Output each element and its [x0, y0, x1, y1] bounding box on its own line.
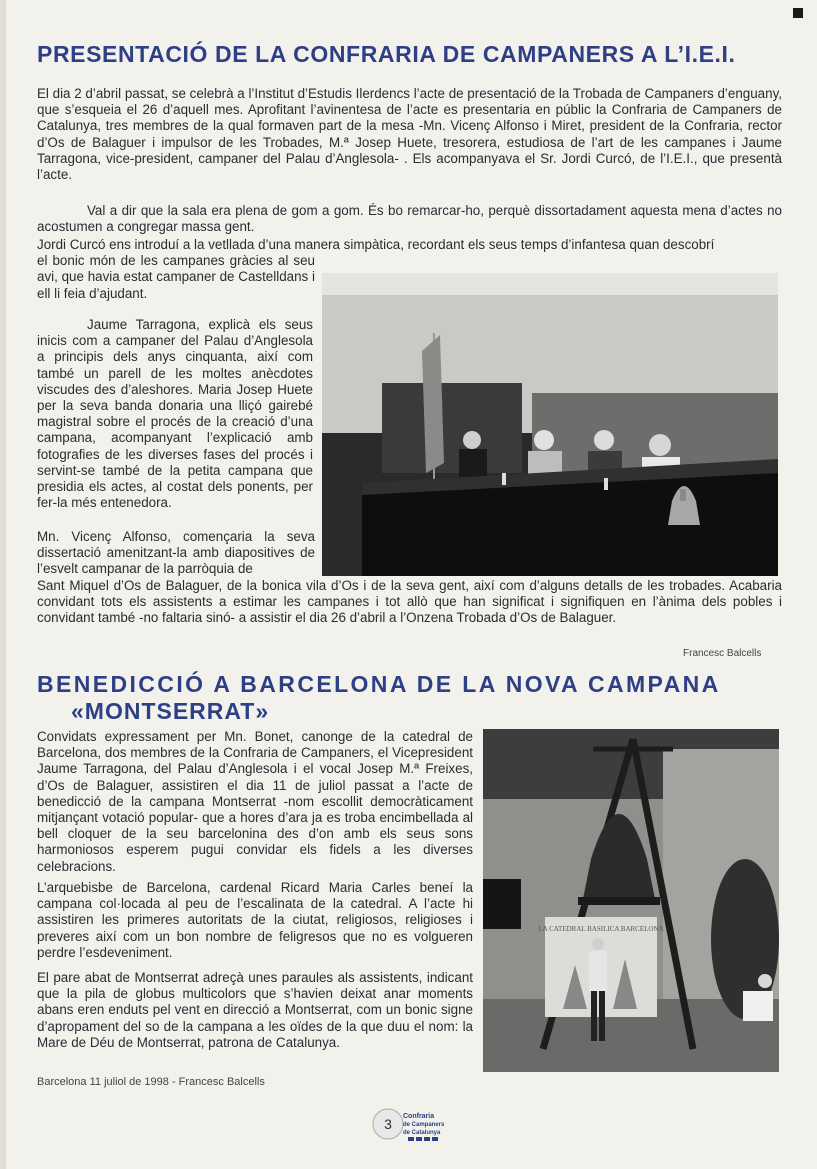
article1-para5-text: Mn. Vicenç Alfonso, començaria la seva dissertació amenitzant-la amb diapositives de l’esvelt campanar de la parròquia de Sant Miquel d’Os de Balaguer, de la bonica vila d’Os i de la seva gent, així com d’alguns detalls de les trobades. Acabaria convidant tots els assistents a estimar les campanes i tot allò que han significat i signifiquen en l’ànima dels pobles i convidant també -no faltaria sinó- a assistir el dia 26 d’abril a l’Onzena Trobada d’Os de Balaguer. [37, 529, 782, 626]
article1-para2: Val a dir que la sala era plena de gom a gom. És bo remarcar-ho, perquè dissortadament aquesta mena d’actes no acostumen a congregar massa gent. [37, 203, 782, 235]
confraria-logo [370, 1104, 450, 1146]
article1-title: PRESENTACIÓ DE LA CONFRARIA DE CAMPANERS A L’I.E.I. [37, 41, 736, 67]
article1-credit: Francesc Balcells [683, 648, 762, 659]
article2-para2: L’arquebisbe de Barcelona, cardenal Ricard Maria Carles beneí la campana col·locada al peu de l’escalinata de la catedral. A l’acte hi assistiren les primeres autoritats de la ciutat, religiosos, religioses i preveres així com un bon nombre de feligresos que no es volgueren perdre l’esdeveniment. [37, 880, 473, 960]
bell-logo-icon [370, 1104, 450, 1146]
page-edge [0, 0, 6, 1169]
article2-para3: El pare abat de Montserrat adreçà unes paraules als assistents, indicant que la pila de globus multicolors que s’havien deixat anar moments abans eren enduts pel vent en direcció a Montserrat, com un bonic signe d’apropament del so de la campana a les oïdes de la que duu el nom: la Mare de Déu de Montserrat, patrona de Catalunya. [37, 970, 473, 1050]
article1-para5-start [37, 529, 782, 626]
logo-line2: de Campaners [403, 1122, 445, 1128]
article2-title-line2: «MONTSERRAT» [71, 698, 270, 724]
article1-para3-text: Jordi Curcó ens introduí a la vetllada d’una manera simpàtica, recordant els seus temps d’infantesa quan descobrí el bonic món de les campanes gràcies al seu avi, que havia estat campaner de Castelldans i ell li feia d’ajudant. [37, 237, 715, 301]
photo-bell-montserrat [483, 729, 779, 1072]
banner-text: LA CATEDRAL BASILICA BARCELONA [538, 925, 664, 933]
corner-mark [793, 8, 803, 18]
article1-para4: Jaume Tarragona, explicà els seus inicis com a campaner del Palau d’Anglesola a principis dels anys cinquanta, així com també un parell de les moltes anècdotes viscudes des d’aleshores. Maria Josep Huete per la seva banda donaria una lliçó gairebé magistral sobre el procés de la creació d’una campana, acompanyant l’explicació amb fotografies de les diverses fases del procés i servint-se també de la petita campana que presidia els actes, al costat dels ponents, per fer-la més entenedora. [37, 317, 313, 511]
bell-photo-image [483, 729, 779, 1072]
article2-credit: Barcelona 11 juliol de 1998 - Francesc Balcells [37, 1076, 265, 1088]
article1-para1: El dia 2 d’abril passat, se celebrà a l’Institut d’Estudis Ilerdencs l’acte de presentació de la Trobada de Campaners d’enguany, que s’esqueia el 26 d’aquell mes. Aprofitant l’avinentesa de l’acte es presentaria en públic la Confraria de Campaners de Catalunya, tres membres de la qual formaven part de la mesa -Mn. Vicenç Alfonso i Miret, president de la Confraria, rector d’Os de Balaguer i impulsor de les Trobades, M.ª Josep Huete, tresorera, estudiosa de l’art de les campanes i Jaume Tarragona, vice-president, campaner del Palau d’Anglesola- . Els acompanyava el Sr. Jordi Curcó, de l’I.E.I., que presentà l’acte. [37, 86, 782, 183]
article2-para1: Convidats expressament per Mn. Bonet, canonge de la catedral de Barcelona, dos membres de la Confraria de Campaners, el Vicepresident Jaume Tarragona, del Palau d’Anglesola i el vocal Josep M.ª Freixes, d’Os de Balaguer, assistiren el dia 11 de juliol passat a l’acte de benedicció de la campana Montserrat -nom escollit democràticament mitjançant votació popular- que a hores d’ara ja es troba encimbellada al bell cloquer de la seu barcelonina des d’on amb els seus sons harmoniosos esperem pugui convidar els fidels a les diverses celebracions. [37, 729, 473, 874]
logo-line3: de Catalunya [403, 1130, 441, 1136]
logo-line1: Confraria [403, 1113, 435, 1120]
article2-title-line1: BENEDICCIÓ A BARCELONA DE LA NOVA CAMPANA [37, 671, 721, 697]
page-number: 3 [384, 1116, 392, 1132]
